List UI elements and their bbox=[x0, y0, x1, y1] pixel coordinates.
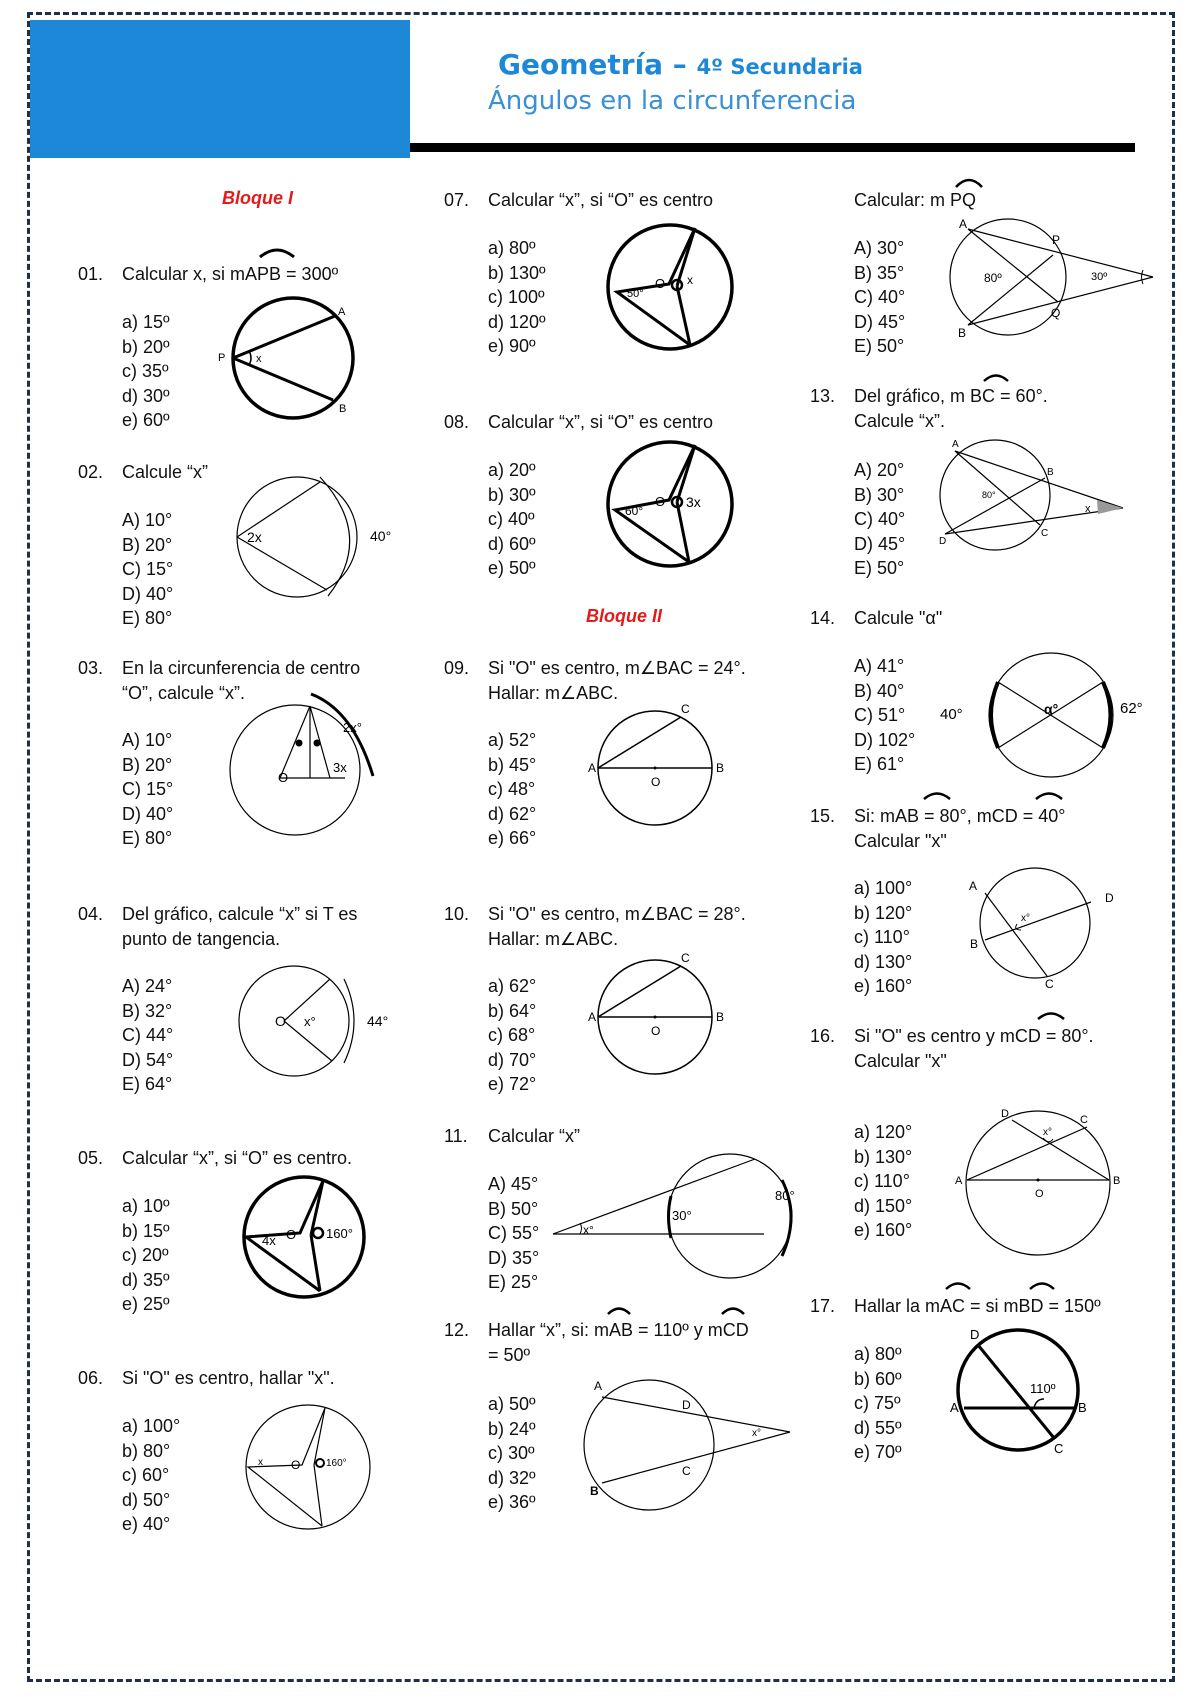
option[interactable]: d) 70° bbox=[488, 1049, 537, 1070]
point-label: A bbox=[955, 1175, 963, 1187]
problem-number: 01. bbox=[78, 264, 104, 284]
option[interactable]: a) 100° bbox=[122, 1416, 181, 1436]
angle-label: 160° bbox=[326, 1458, 347, 1469]
arc-mark bbox=[1028, 1280, 1056, 1290]
point-label: O bbox=[655, 276, 666, 291]
page-title bbox=[498, 48, 863, 81]
block-title-1: Bloque I bbox=[222, 188, 293, 208]
option[interactable]: b) 45° bbox=[488, 754, 537, 775]
point-label: O bbox=[291, 1458, 301, 1472]
problem-stem: Calcular “x” bbox=[488, 1126, 581, 1146]
option[interactable]: D) 45° bbox=[854, 533, 906, 554]
problem-number: 09. bbox=[444, 658, 470, 678]
angle-label: 80º bbox=[984, 271, 1002, 285]
option[interactable]: e) 70º bbox=[854, 1442, 902, 1462]
angle-label: α° bbox=[1044, 701, 1059, 717]
arc-mark bbox=[954, 176, 984, 188]
arc-mark bbox=[944, 1280, 972, 1290]
angle-label: 30° bbox=[672, 1208, 692, 1223]
point-label: O bbox=[1035, 1188, 1044, 1200]
arc-label: 80° bbox=[775, 1188, 795, 1203]
problem-number: 14. bbox=[810, 608, 836, 628]
figure-circle-07 bbox=[605, 222, 745, 352]
point-label: A bbox=[952, 439, 959, 450]
option[interactable]: b) 80° bbox=[122, 1440, 171, 1461]
option[interactable]: E) 64° bbox=[122, 1074, 173, 1094]
point-label: A bbox=[594, 1379, 603, 1393]
point-label: B bbox=[716, 761, 725, 775]
option[interactable]: e) 160° bbox=[854, 976, 913, 996]
point-label: O bbox=[275, 1013, 286, 1029]
option[interactable]: a) 100° bbox=[854, 878, 913, 898]
angle-label: x° bbox=[304, 1014, 316, 1029]
problem-stem: Calcular “x”, si “O” es centro bbox=[488, 190, 714, 210]
options-list bbox=[488, 458, 536, 581]
arc-mark bbox=[982, 372, 1010, 382]
option[interactable]: b) 20º bbox=[122, 336, 170, 357]
header-color-block bbox=[30, 20, 410, 158]
option[interactable]: e) 25º bbox=[122, 1294, 170, 1314]
option[interactable]: C) 15° bbox=[122, 779, 174, 799]
options-list bbox=[122, 728, 173, 851]
angle-label: x° bbox=[1021, 913, 1030, 924]
option[interactable]: C) 55° bbox=[488, 1223, 540, 1243]
problem-stem: Calcular "x" bbox=[854, 1051, 947, 1071]
options-list bbox=[122, 508, 173, 631]
arc-mark bbox=[720, 1305, 746, 1315]
angle-label: x° bbox=[1043, 1127, 1052, 1138]
point-label: D bbox=[939, 536, 947, 547]
figure-circle-08 bbox=[605, 440, 745, 570]
page-subtitle: Ángulos en la circunferencia bbox=[488, 86, 857, 116]
option[interactable]: A) 10° bbox=[122, 730, 173, 750]
point-label: B bbox=[1113, 1175, 1121, 1187]
problem-stem: Si "O" es centro, m∠BAC = 28°. bbox=[488, 904, 746, 924]
problem-number: 07. bbox=[444, 190, 470, 210]
option[interactable]: d) 30º bbox=[122, 385, 170, 406]
options-list bbox=[488, 1392, 536, 1515]
option[interactable]: d) 50° bbox=[122, 1489, 171, 1510]
figure-circle-16 bbox=[955, 1105, 1130, 1245]
option[interactable]: E) 80° bbox=[122, 828, 173, 848]
point-label: B bbox=[1047, 467, 1054, 478]
point-label: A bbox=[338, 306, 346, 318]
option[interactable]: a) 15º bbox=[122, 312, 170, 332]
problem-stem: Si "O" es centro, m∠BAC = 24°. bbox=[488, 658, 746, 678]
problem-stem: = 50º bbox=[488, 1345, 531, 1365]
block-title-2: Bloque II bbox=[586, 606, 662, 626]
option[interactable]: A) 10° bbox=[122, 510, 173, 530]
option[interactable]: d) 35º bbox=[122, 1269, 170, 1290]
option[interactable]: D) 54° bbox=[122, 1049, 174, 1070]
problem-stem: Del gráfico, calcule “x” si T es bbox=[122, 904, 358, 924]
point-label: O bbox=[286, 1227, 297, 1242]
angle-label: x° bbox=[752, 1428, 761, 1439]
problem-stem: Calcule “x”. bbox=[854, 411, 946, 431]
options-list bbox=[854, 1120, 912, 1243]
arc-mark bbox=[1034, 790, 1064, 800]
point-label: A bbox=[588, 1010, 597, 1024]
figure-circle-06 bbox=[240, 1405, 390, 1535]
option[interactable]: e) 90º bbox=[488, 336, 536, 356]
angle-label: 80° bbox=[982, 490, 996, 500]
option[interactable]: C) 40° bbox=[854, 287, 906, 307]
option[interactable]: d) 32º bbox=[488, 1467, 536, 1488]
option[interactable]: e) 40° bbox=[122, 1514, 171, 1534]
option[interactable]: b) 15º bbox=[122, 1220, 170, 1241]
option[interactable]: B) 40° bbox=[854, 680, 905, 701]
problem-stem: Calcular “x”, si “O” es centro. bbox=[122, 1148, 353, 1168]
problem-number: 13. bbox=[810, 386, 836, 406]
angle-label: 30º bbox=[1091, 271, 1108, 283]
point-label: B bbox=[339, 403, 347, 415]
arc-label: 2x° bbox=[343, 720, 362, 735]
figure-circle-12 bbox=[582, 1375, 802, 1515]
point-label: P bbox=[1052, 233, 1061, 247]
option[interactable]: D) 45° bbox=[854, 311, 906, 332]
angle-label: 3x bbox=[686, 494, 701, 510]
option[interactable]: c) 35º bbox=[122, 361, 169, 381]
arc-mark bbox=[258, 246, 296, 258]
point-label: A bbox=[950, 1400, 959, 1415]
option[interactable]: B) 32° bbox=[122, 1000, 173, 1021]
option[interactable]: E) 50° bbox=[854, 336, 905, 356]
option[interactable]: c) 40º bbox=[488, 509, 535, 529]
figure-circle-09 bbox=[588, 700, 738, 830]
point-label: B bbox=[958, 326, 967, 340]
problem-number: 11. bbox=[444, 1126, 468, 1146]
figure-circle-04 bbox=[232, 965, 402, 1085]
options-list bbox=[122, 1194, 170, 1317]
point-label: A bbox=[588, 761, 597, 775]
option[interactable]: a) 120° bbox=[854, 1122, 913, 1142]
option[interactable]: c) 20º bbox=[122, 1245, 169, 1265]
figure-circle-13 bbox=[935, 438, 1130, 553]
arc-label: 40° bbox=[370, 528, 392, 544]
title-grade: 4º Secundaria bbox=[696, 55, 863, 79]
angle-label: 110º bbox=[1030, 1381, 1056, 1396]
point-label: O bbox=[278, 770, 289, 785]
figure-circle-05 bbox=[238, 1175, 388, 1305]
option[interactable]: C) 51° bbox=[854, 705, 906, 725]
options-list bbox=[488, 974, 536, 1097]
point-label: D bbox=[1105, 891, 1114, 905]
option[interactable]: D) 102° bbox=[854, 729, 916, 750]
option[interactable]: c) 68° bbox=[488, 1025, 536, 1045]
options-list bbox=[488, 236, 546, 359]
point-label: B bbox=[716, 1010, 725, 1024]
point-label: C bbox=[1080, 1114, 1088, 1126]
angle-label: 50° bbox=[627, 288, 644, 300]
option[interactable]: A) 24° bbox=[122, 976, 173, 996]
problem-stem: Hallar “x”, si: mAB = 110º y mCD bbox=[488, 1320, 749, 1340]
option[interactable]: B) 20° bbox=[122, 534, 173, 555]
option[interactable]: c) 60° bbox=[122, 1465, 170, 1485]
option[interactable]: a) 50º bbox=[488, 1394, 536, 1414]
point-label: C bbox=[1054, 1441, 1064, 1456]
option[interactable]: C) 15° bbox=[122, 559, 174, 579]
option[interactable]: a) 10º bbox=[122, 1196, 170, 1216]
arc-mark bbox=[1036, 1010, 1066, 1020]
arc-mark bbox=[606, 1305, 632, 1315]
point-label: O bbox=[651, 1024, 661, 1038]
problem-stem: Hallar: m∠ABC. bbox=[488, 929, 619, 949]
option[interactable]: e) 50º bbox=[488, 558, 536, 578]
options-list bbox=[854, 236, 905, 359]
option[interactable]: E) 50° bbox=[854, 558, 905, 578]
option[interactable]: c) 110° bbox=[854, 1171, 910, 1191]
option[interactable]: c) 100º bbox=[488, 287, 545, 307]
option[interactable]: e) 160° bbox=[854, 1220, 913, 1240]
problem-stem: En la circunferencia de centro bbox=[122, 658, 361, 678]
option[interactable]: b) 30º bbox=[488, 484, 536, 505]
figure-circle-03 bbox=[225, 690, 385, 820]
option[interactable]: A) 41° bbox=[854, 656, 905, 676]
point-label: A bbox=[959, 217, 968, 231]
arc-mark bbox=[922, 790, 952, 800]
angle-label: x bbox=[687, 273, 693, 287]
angle-label: 2x bbox=[247, 529, 262, 545]
figure-circle-15 bbox=[965, 868, 1130, 991]
options-list bbox=[854, 876, 912, 999]
option[interactable]: d) 130° bbox=[854, 951, 913, 972]
angle-label: x bbox=[256, 353, 262, 365]
option[interactable]: e) 66° bbox=[488, 828, 537, 848]
problem-stem: Si: mAB = 80°, mCD = 40° bbox=[854, 806, 1066, 826]
problem-stem: Si "O" es centro, hallar "x". bbox=[122, 1368, 335, 1388]
option[interactable]: E) 25° bbox=[488, 1272, 539, 1292]
option[interactable]: C) 40° bbox=[854, 509, 906, 529]
angle-label: 160° bbox=[326, 1226, 353, 1241]
option[interactable]: e) 60º bbox=[122, 410, 170, 430]
problem-number: 05. bbox=[78, 1148, 104, 1168]
problem-stem: “O”, calcule “x”. bbox=[122, 683, 246, 703]
figure-circle-10 bbox=[588, 948, 738, 1078]
problem-stem: punto de tangencia. bbox=[122, 929, 281, 949]
arc-label: 44° bbox=[367, 1013, 389, 1029]
option[interactable]: B) 50° bbox=[488, 1198, 539, 1219]
point-label: C bbox=[1045, 977, 1054, 991]
problem-number: 08. bbox=[444, 412, 470, 432]
title-subject: Geometría – bbox=[498, 48, 697, 81]
option[interactable]: a) 80º bbox=[854, 1344, 902, 1364]
problem-number: 17. bbox=[810, 1296, 836, 1316]
option[interactable]: A) 20° bbox=[854, 460, 905, 480]
problem-number: 10. bbox=[444, 904, 470, 924]
option[interactable]: D) 40° bbox=[122, 803, 174, 824]
point-label: B bbox=[1078, 1400, 1087, 1415]
point-label: C bbox=[1041, 528, 1049, 539]
option[interactable]: d) 55º bbox=[854, 1417, 902, 1438]
options-list bbox=[854, 654, 915, 777]
option[interactable]: b) 130º bbox=[488, 262, 546, 283]
point-label: C bbox=[681, 951, 690, 965]
angle-label: 4x bbox=[262, 1233, 276, 1248]
option[interactable]: b) 60º bbox=[854, 1368, 902, 1389]
option[interactable]: e) 36º bbox=[488, 1492, 536, 1512]
option[interactable]: D) 40° bbox=[122, 583, 174, 604]
problem-stem: Calcular: m PQ bbox=[854, 190, 977, 210]
problem-stem: Calcule "α" bbox=[854, 608, 943, 628]
problem-stem: Calcular "x" bbox=[854, 831, 947, 851]
option[interactable]: b) 120° bbox=[854, 902, 913, 923]
option[interactable]: B) 35° bbox=[854, 262, 905, 283]
angle-label: x° bbox=[583, 1223, 594, 1237]
option[interactable]: d) 60º bbox=[488, 533, 536, 554]
angle-label: 60° bbox=[625, 504, 644, 518]
option[interactable]: c) 75º bbox=[854, 1393, 901, 1413]
option[interactable]: A) 30° bbox=[854, 238, 905, 258]
option[interactable]: B) 30° bbox=[854, 484, 905, 505]
problem-number: 15. bbox=[810, 806, 836, 826]
figure-circle-12b bbox=[948, 217, 1163, 342]
angle-label: x bbox=[1085, 503, 1091, 515]
figure-circle-11 bbox=[550, 1152, 815, 1287]
arc-label: 40° bbox=[940, 706, 963, 723]
option[interactable]: a) 62° bbox=[488, 976, 537, 996]
point-label: P bbox=[218, 352, 226, 364]
problem-stem: Si "O" es centro y mCD = 80°. bbox=[854, 1026, 1094, 1046]
option[interactable]: a) 20º bbox=[488, 460, 536, 480]
point-label: D bbox=[970, 1327, 980, 1342]
figure-circle-01 bbox=[215, 295, 365, 425]
point-label: C bbox=[682, 1464, 691, 1478]
problem-number: 16. bbox=[810, 1026, 836, 1046]
arc-label: 62° bbox=[1120, 700, 1143, 717]
figure-circle-14 bbox=[940, 650, 1170, 780]
point-label: B bbox=[590, 1484, 599, 1498]
problem-stem: Calcular “x”, si “O” es centro bbox=[488, 412, 714, 432]
problem-number: 06. bbox=[78, 1368, 104, 1388]
option[interactable]: b) 130° bbox=[854, 1146, 913, 1167]
options-list bbox=[122, 310, 170, 433]
point-label: Q bbox=[1051, 306, 1061, 320]
option[interactable]: e) 72° bbox=[488, 1074, 537, 1094]
options-list bbox=[122, 1414, 180, 1537]
options-list bbox=[122, 974, 173, 1097]
option[interactable]: c) 48° bbox=[488, 779, 536, 799]
figure-circle-17 bbox=[950, 1325, 1100, 1460]
option[interactable]: d) 150° bbox=[854, 1195, 913, 1216]
problem-stem: Calcule “x” bbox=[122, 462, 209, 482]
point-label: O bbox=[651, 775, 661, 789]
option[interactable]: a) 52° bbox=[488, 730, 537, 750]
point-label: B bbox=[970, 937, 979, 951]
option[interactable]: E) 80° bbox=[122, 608, 173, 628]
option[interactable]: c) 30º bbox=[488, 1443, 535, 1463]
problem-stem: Calcular x, si mAPB = 300º bbox=[122, 264, 339, 284]
options-list bbox=[854, 458, 905, 581]
option[interactable]: d) 120º bbox=[488, 311, 546, 332]
options-list bbox=[854, 1342, 902, 1465]
option[interactable]: c) 110° bbox=[854, 927, 910, 947]
option[interactable]: b) 24º bbox=[488, 1418, 536, 1439]
problem-number: 03. bbox=[78, 658, 104, 678]
point-label: C bbox=[681, 702, 690, 716]
option[interactable]: b) 64° bbox=[488, 1000, 537, 1021]
option[interactable]: C) 44° bbox=[122, 1025, 174, 1045]
problem-number: 02. bbox=[78, 462, 104, 482]
option[interactable]: d) 62° bbox=[488, 803, 537, 824]
option[interactable]: A) 45° bbox=[488, 1174, 539, 1194]
angle-label: 3x bbox=[333, 760, 347, 775]
problem-stem: Del gráfico, m BC = 60°. bbox=[854, 386, 1048, 406]
option[interactable]: a) 80º bbox=[488, 238, 536, 258]
header-rule bbox=[410, 143, 1135, 152]
option[interactable]: E) 61° bbox=[854, 754, 905, 774]
problem-number: 12. bbox=[444, 1320, 470, 1340]
figure-circle-02 bbox=[225, 475, 415, 605]
problem-stem: Hallar la mAC = si mBD = 150º bbox=[854, 1296, 1101, 1316]
problem-stem: Hallar: m∠ABC. bbox=[488, 683, 619, 703]
point-label: O bbox=[655, 494, 666, 509]
options-list bbox=[488, 728, 536, 851]
angle-label: x bbox=[258, 1457, 263, 1468]
point-label: D bbox=[682, 1398, 691, 1412]
point-label: A bbox=[969, 879, 978, 893]
options-list bbox=[488, 1172, 539, 1295]
problem-number: 04. bbox=[78, 904, 104, 924]
point-label: D bbox=[1001, 1108, 1009, 1120]
option[interactable]: D) 35° bbox=[488, 1247, 540, 1268]
option[interactable]: B) 20° bbox=[122, 754, 173, 775]
